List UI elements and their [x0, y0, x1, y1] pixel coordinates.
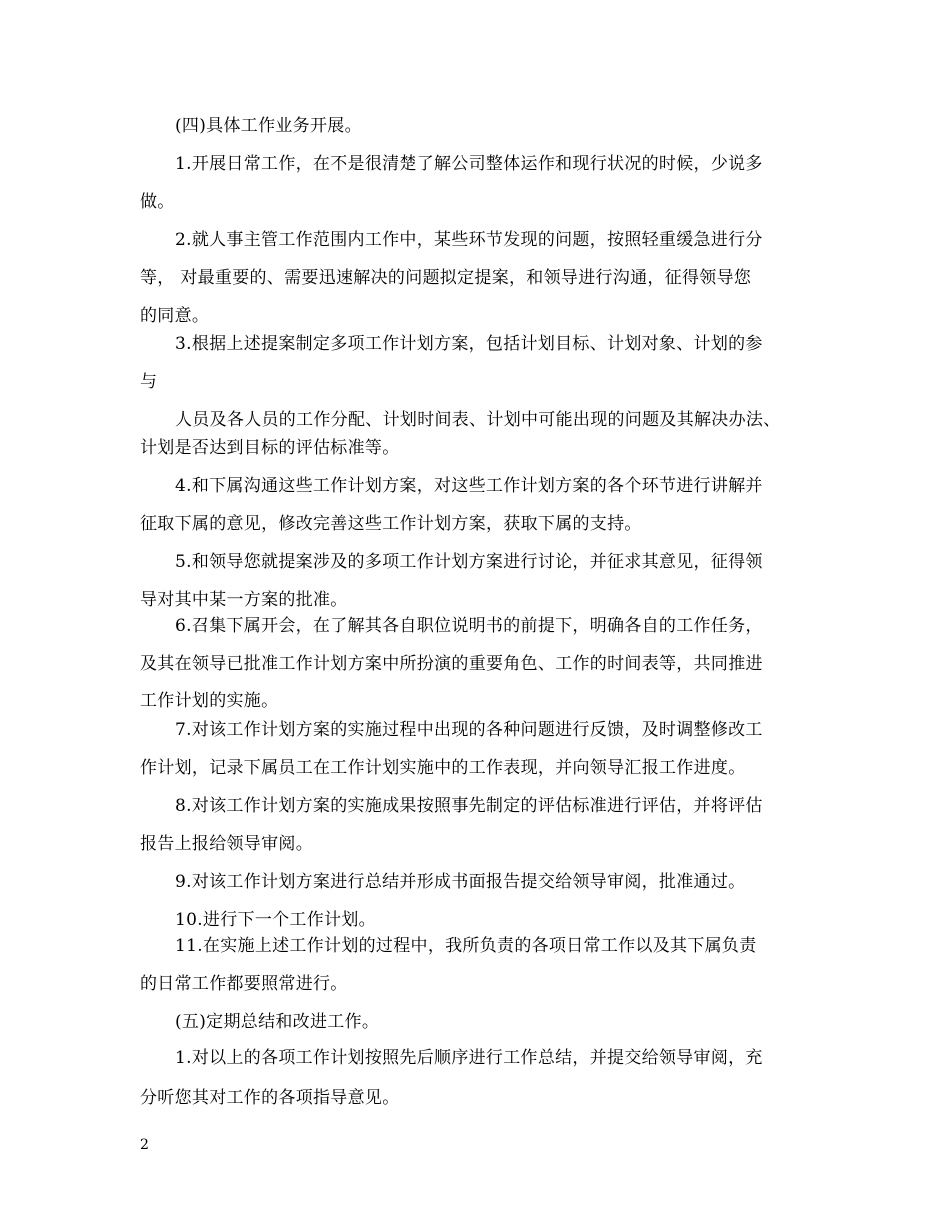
paragraph-line: 1.开展日常工作，在不是很清楚了解公司整体运作和现行状况的时候，少说多	[175, 154, 763, 174]
paragraph-line: 及其在领导已批准工作计划方案中所扮演的重要角色、工作的时间表等，共同推进	[140, 654, 763, 674]
paragraph-line: 征取下属的意见，修改完善这些工作计划方案，获取下属的支持。	[140, 514, 642, 534]
page-number: 2	[140, 1137, 149, 1153]
paragraph-line: 人员及各人员的工作分配、计划时间表、计划中可能出现的问题及其解决办法、	[175, 410, 781, 430]
paragraph-line: 4.和下属沟通这些工作计划方案，对这些工作计划方案的各个环节进行讲解并	[175, 476, 763, 496]
paragraph-line: 9.对该工作计划方案进行总结并形成书面报告提交给领导审阅，批准通过。	[175, 872, 746, 892]
paragraph-line: 等， 对最重要的、需要迅速解决的问题拟定提案，和领导进行沟通，征得领导您	[140, 268, 752, 288]
paragraph-line: 3.根据上述提案制定多项工作计划方案，包括计划目标、计划对象、计划的参	[175, 334, 763, 354]
paragraph-line: 作计划，记录下属员工在工作计划实施中的工作表现，并向领导汇报工作进度。	[140, 758, 746, 778]
paragraph-line: 11.在实施上述工作计划的过程中，我所负责的各项日常工作以及其下属负责	[175, 936, 757, 956]
paragraph-line: 计划是否达到目标的评估标准等。	[140, 438, 400, 458]
paragraph-line: 的日常工作都要照常进行。	[140, 974, 348, 994]
section-heading-5: (五)定期总结和改进工作。	[175, 1012, 380, 1032]
paragraph-line: 分听您其对工作的各项指导意见。	[140, 1088, 400, 1108]
paragraph-line: 7.对该工作计划方案的实施过程中出现的各种问题进行反馈，及时调整修改工	[175, 720, 763, 740]
paragraph-line: 的同意。	[140, 306, 210, 326]
paragraph-line: 2.就人事主管工作范围内工作中，某些环节发现的问题，按照轻重缓急进行分	[175, 230, 763, 250]
paragraph-line: 报告上报给领导审阅。	[140, 834, 313, 854]
paragraph-line: 做。	[140, 192, 175, 212]
paragraph-line: 5.和领导您就提案涉及的多项工作计划方案进行讨论，并征求其意见，征得领	[175, 552, 763, 572]
paragraph-line: 6.召集下属开会，在了解其各自职位说明书的前提下，明确各自的工作任务，	[175, 616, 763, 636]
paragraph-line: 1.对以上的各项工作计划按照先后顺序进行工作总结，并提交给领导审阅，充	[175, 1048, 763, 1068]
paragraph-line: 工作计划的实施。	[140, 691, 279, 711]
paragraph-line: 与	[140, 372, 158, 392]
paragraph-line: 导对其中某一方案的批准。	[140, 590, 348, 610]
paragraph-line: 8.对该工作计划方案的实施成果按照事先制定的评估标准进行评估，并将评估	[175, 796, 763, 816]
section-heading-4: (四)具体工作业务开展。	[175, 116, 362, 136]
paragraph-line: 10.进行下一个工作计划。	[175, 910, 376, 930]
